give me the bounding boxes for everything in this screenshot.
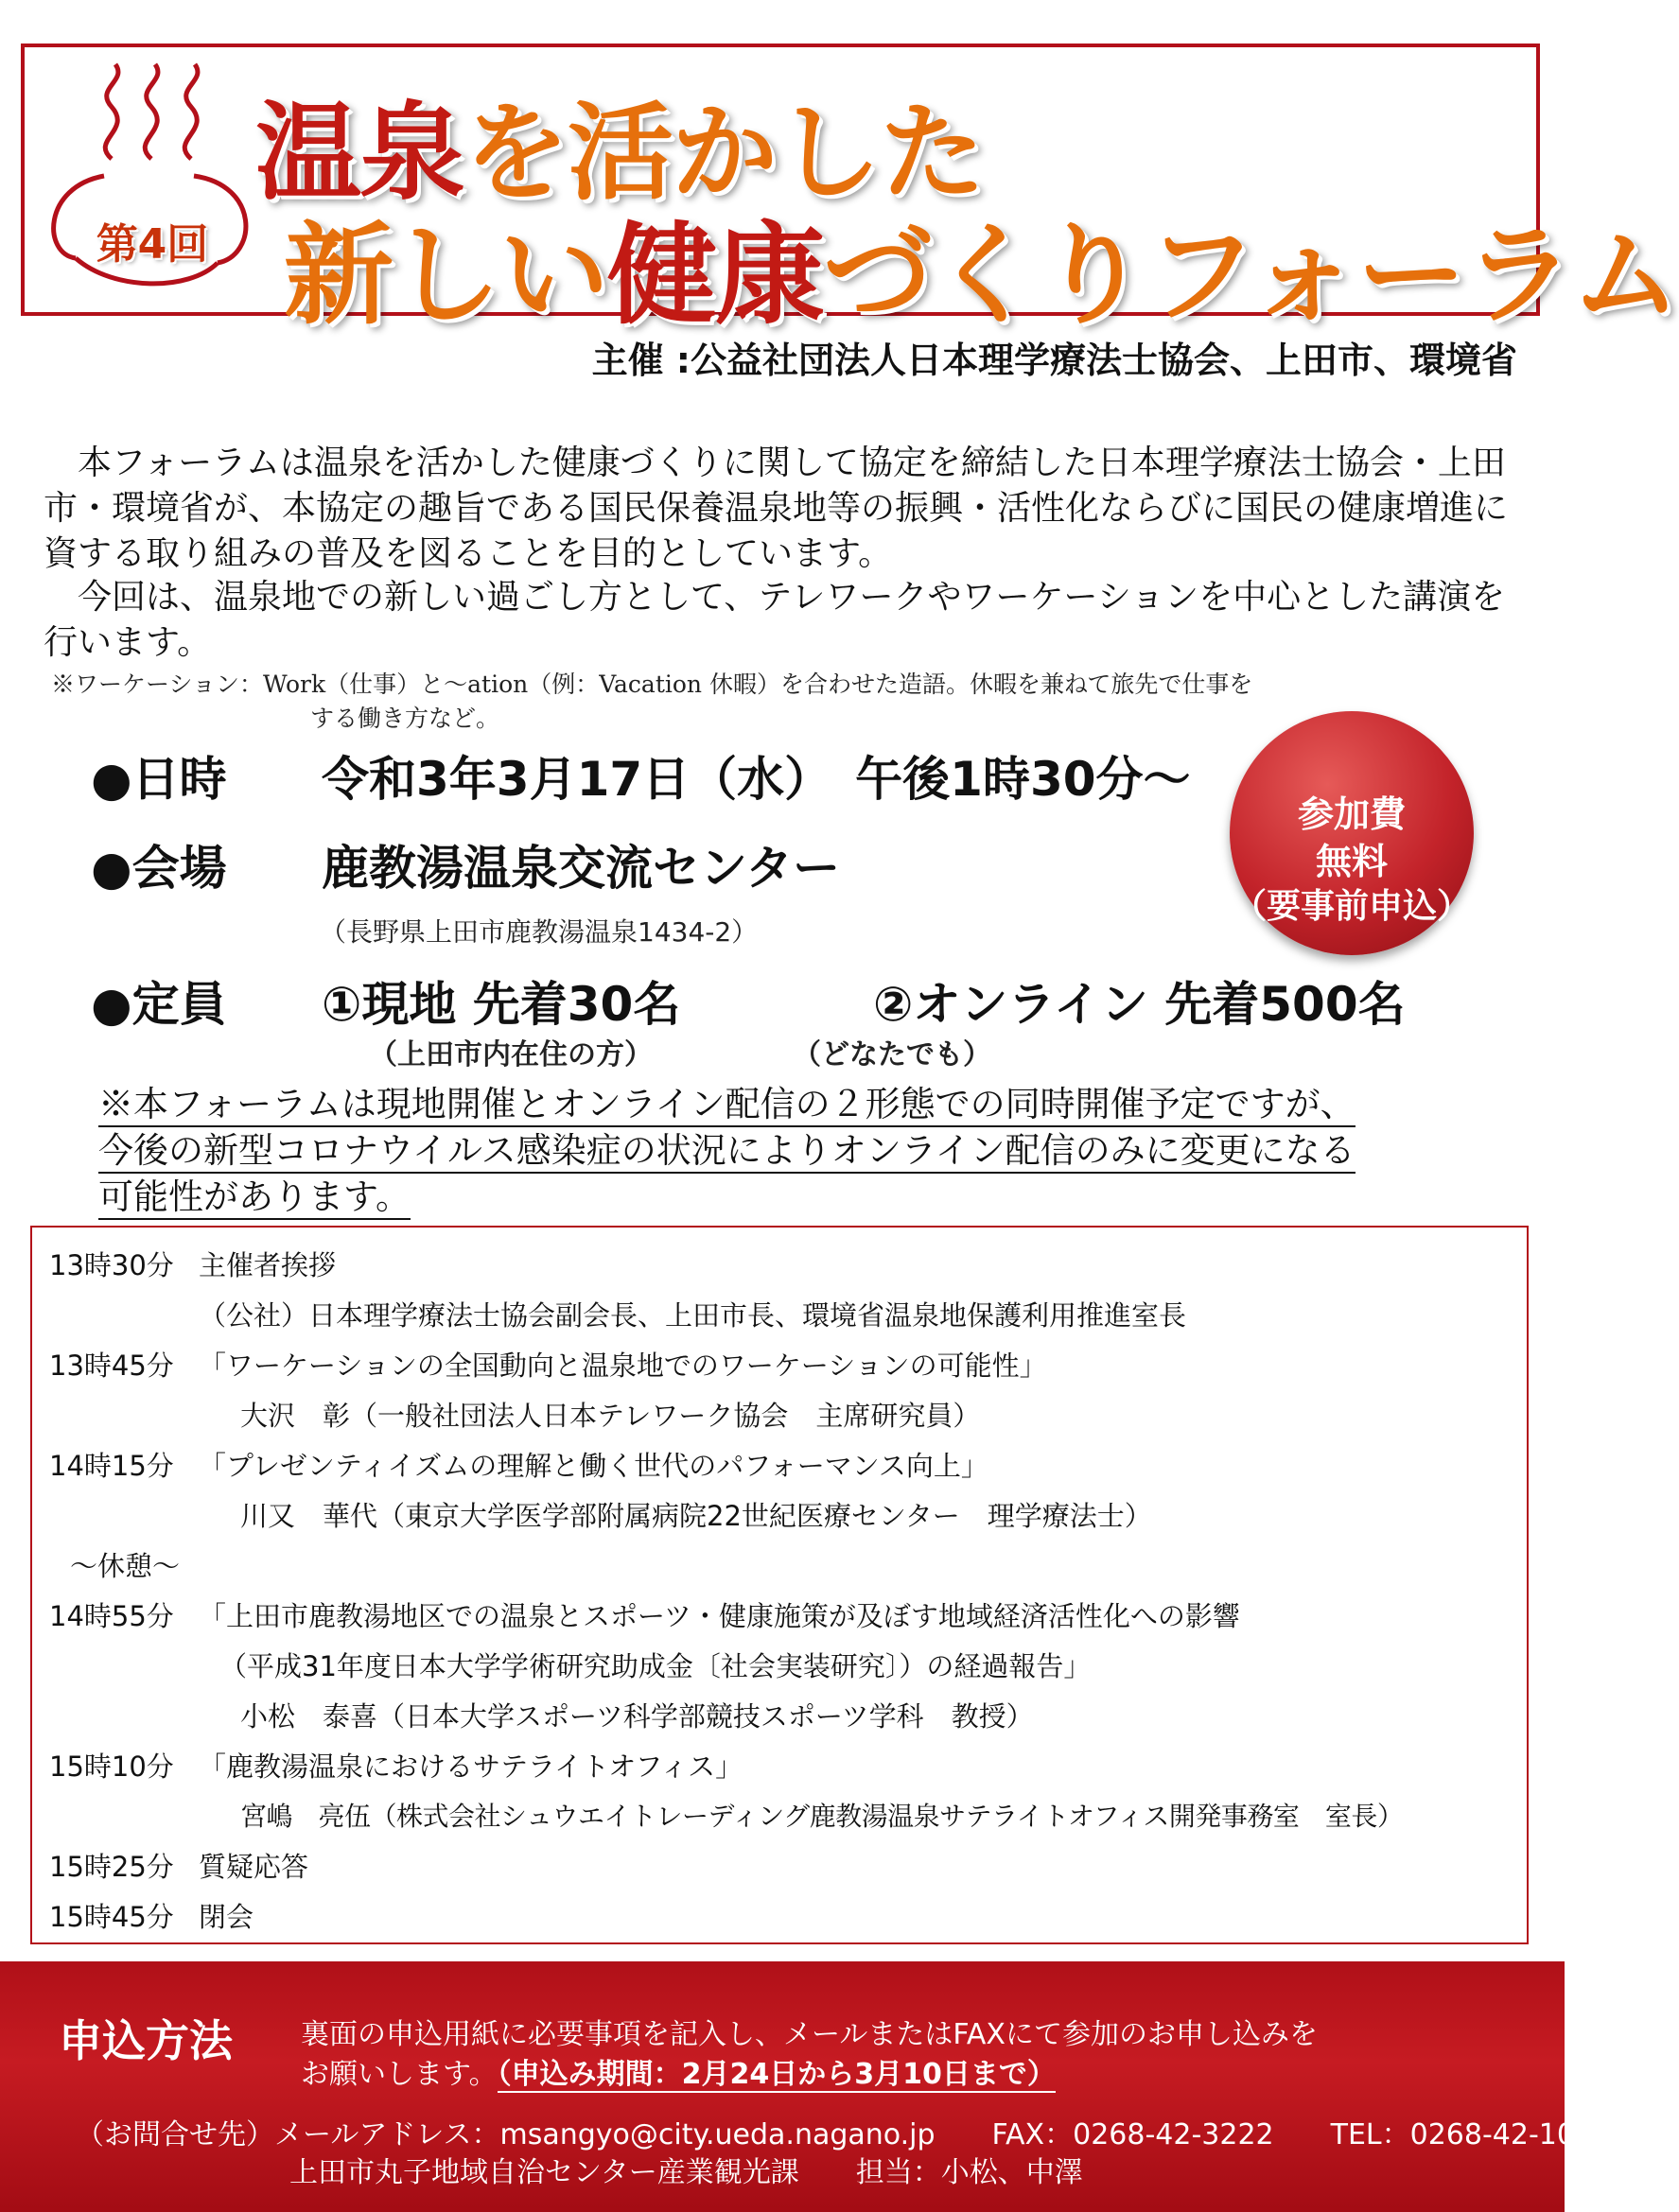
intro-paragraph-1: 本フォーラムは温泉を活かした健康づくりに関して協定を締結した日本理学療法士協会・上田市・環境省が、本協定の趣旨である国民保養温泉地等の振興・活性化ならびに国民の健康増進に資する取り組みの普及を図ることを目的としています。 [44,444,1509,573]
program-time: 15時25分 [49,1851,174,1883]
forum-edition-badge: 第4回 [96,220,209,269]
program-time: 14時55分 [49,1600,174,1632]
program-speaker: 大沢 彰（一般社団法人日本テレワーク協会 主席研究員） [240,1400,981,1432]
capacity-onsite-note: （上田市内在住の方） [369,1038,653,1071]
fee-registration-required: （要事前申込） [1232,887,1471,926]
program-time: 15時10分 [49,1750,174,1783]
application-period: （申込み期間：2月24日から3月10日まで） [497,2058,1056,2091]
program-break: ～休憩～ [70,1550,181,1582]
venue-label: ●会場 [91,841,227,896]
fee-free: 無料 [1315,841,1388,882]
program-item: 質疑応答 [199,1851,309,1883]
capacity-onsite: ①現地 先着30名 [322,977,681,1032]
venue-value: 鹿教湯温泉交流センター [322,841,840,896]
covid-warning [98,1084,1442,1223]
program-speaker: 宮嶋 亮伍（株式会社シュウエイトレーディング鹿教湯温泉サテライトオフィス開発事務室 室長） [240,1801,1404,1832]
date-label: ●日時 [91,752,227,807]
program-time: 13時30分 [49,1249,174,1281]
program-time: 15時45分 [49,1901,174,1933]
application-instructions: 裏面の申込用紙に必要事項を記入し、メールまたはFAXにて参加のお申し込みを [301,2018,1318,2051]
contact-department: 上田市丸子地域自治センター産業観光課 担当：小松、中澤 [289,2156,1083,2189]
application-heading: 申込方法 [59,2015,233,2066]
program-item: 「ワーケーションの全国動向と温泉地でのワーケーションの可能性」 [199,1350,1047,1382]
date-value: 令和3年3月17日（水） 午後1時30分～ [322,752,1191,807]
program-schedule [30,1226,1529,1944]
title-word-onsen: 温泉 [255,92,463,215]
contact-label: （お問合せ先） [76,2118,274,2151]
program-item-detail: （公社）日本理学療法士協会副会長、上田市長、環境省温泉地保護利用推進室長 [199,1299,1187,1332]
program-time: 14時15分 [49,1450,174,1482]
venue-address: （長野県上田市鹿教湯温泉1434-2） [320,916,759,948]
fee-label: 参加費 [1297,793,1406,835]
title-line-2 [284,187,1679,345]
intro-paragraph-2: 今回は、温泉地での新しい過ごし方として、テレワークやワーケーションを中心とした講演を行います。 [44,578,1506,662]
workcation-note-line-2: する働き方など。 [310,705,500,732]
organizer: 主催 :公益社団法人日本理学療法士協会、上田市、環境省 [591,340,1517,381]
warning-line-3: 可能性があります。 [98,1176,411,1220]
title-word-ikashita: を活かした [463,92,984,215]
free-admission-badge [1230,711,1474,955]
contact-tel: TEL：0268-42-1048 [1330,2118,1612,2151]
program-speaker: 小松 泰喜（日本大学スポーツ科学部競技スポーツ学科 教授） [240,1700,1034,1733]
title-word-kenko: 健康 [607,212,823,340]
workcation-note-line-1: ※ワーケーション：Work（仕事）と～ation（例：Vacation 休暇）を合わせた造語。休暇を兼ねて旅先で仕事を [51,671,1253,698]
warning-line-1: ※本フォーラムは現地開催とオンライン配信の２形態での同時開催予定ですが、 [98,1084,1355,1127]
capacity-label: ●定員 [91,977,227,1032]
capacity-online: ②オンライン 先着500名 [873,977,1406,1032]
program-item-detail: （平成31年度日本大学学術研究助成金〔社会実装研究〕）の経過報告」 [219,1650,1092,1682]
contact-email[interactable]: メールアドレス：msangyo@city.ueda.nagano.jp [274,2118,936,2151]
program-item: 主催者挨拶 [199,1249,337,1281]
application-footer [0,1961,1612,2212]
program-speaker: 川又 華代（東京大学医学部附属病院22世紀医療センター 理学療法士） [240,1500,1152,1532]
program-item: 「プレゼンティイズムの理解と働く世代のパフォーマンス向上」 [199,1450,988,1482]
application-request: お願いします。 [301,2058,498,2091]
title-word-forum: づくりフォーラム [823,212,1679,340]
capacity-online-note: （どなたでも） [793,1038,991,1071]
program-item: 「鹿教湯温泉におけるサテライトオフィス」 [199,1750,743,1783]
application-instructions-2 [301,2050,1056,2092]
program-time: 13時45分 [49,1350,174,1382]
program-item: 「上田市鹿教湯地区での温泉とスポーツ・健康施策が及ぼす地域経済活性化への影響 [199,1600,1240,1632]
contact-line [76,2111,1611,2152]
warning-line-2: 今後の新型コロナウイルス感染症の状況によりオンライン配信のみに変更になる [98,1130,1355,1174]
contact-fax: FAX：0268-42-3222 [991,2118,1274,2151]
program-item: 閉会 [199,1901,254,1933]
title-word-atarashii: 新しい [284,212,607,340]
